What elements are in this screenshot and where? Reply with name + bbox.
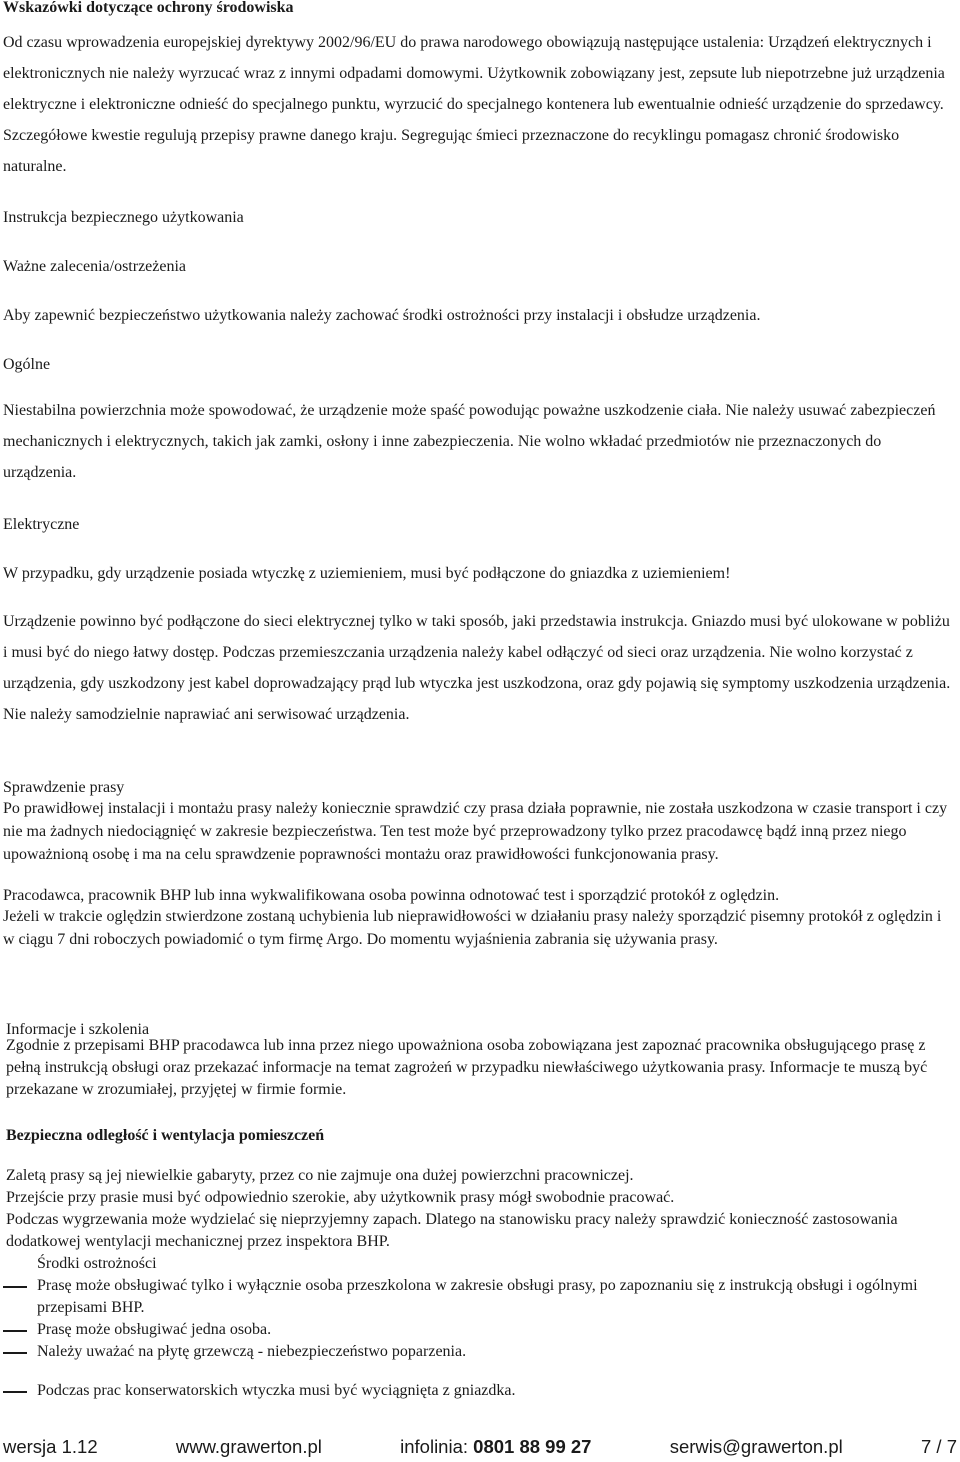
footer-hotline-label: infolinia:	[400, 1436, 469, 1457]
dash-bullet-icon	[3, 1391, 27, 1393]
dash-bullet-icon	[3, 1352, 27, 1354]
list-item: Prasę może obsługiwać jedna osoba.	[0, 1319, 954, 1341]
footer-hotline-number: 0801 88 99 27	[473, 1436, 592, 1457]
precautions-title: Środki ostrożności	[37, 1255, 157, 1272]
distance-paragraph-2: Przejście przy prasie musi być odpowiednio szerokie, aby użytkownik prasy mógł swobodnie pracować.	[6, 1189, 675, 1206]
environment-section-title: Wskazówki dotyczące ochrony środowiska	[3, 0, 294, 16]
safe-use-title: Instrukcja bezpiecznego użytkowania	[3, 209, 244, 226]
info-body: Zgodnie z przepisami BHP pracodawca lub inna przez niego upoważniona osoba zobowiązana jest zapoznać pracownika obsługującego prasę z pełną instrukcją obsługi oraz przekazać informacje na temat zagrożeń w przypadku niewłaściwego użytkowania prasy. Informacje te muszą być przekazane w zrozumiałej, przyjętej w firmie formie.	[6, 1037, 928, 1098]
info-title: Informacje i szkolenia	[6, 1021, 150, 1038]
footer-page-number: 7 / 7	[920, 1436, 957, 1457]
warnings-body: Aby zapewnić bezpieczeństwo użytkowania należy zachować środki ostrożności przy instalacji i obsłudze urządzenia.	[3, 307, 761, 324]
list-item: Należy uważać na płytę grzewczą - niebezpieczeństwo poparzenia.	[0, 1341, 954, 1363]
dash-bullet-icon	[3, 1330, 27, 1332]
press-check-paragraph-3: Jeżeli w trakcie oględzin stwierdzone zostaną uchybienia lub nieprawidłowości w działaniu prasy należy sporządzić pisemny protokół z oględzin i w ciągu 7 dni roboczych powiadomić o tym firmę Argo. Do momentu wyjaśnienia zabrania się używania prasy.	[3, 908, 942, 948]
electrical-title: Elektryczne	[3, 516, 80, 533]
general-body: Niestabilna powierzchnia może spowodować, że urządzenie może spaść powodując poważne uszkodzenie ciała. Nie należy usuwać zabezpieczeń mechanicznych i elektrycznych, takich jak zamki, osłony i inne zabezpieczenia. Nie wolno wkładać przedmiotów nie przeznaczonych do urządzenia.	[3, 402, 936, 481]
list-item: Prasę może obsługiwać tylko i wyłącznie osoba przeszkolona w zakresie obsługi prasy, po zapoznaniu się z instrukcją obsługi i ogólnymi przepisami BHP.	[0, 1275, 954, 1319]
distance-title: Bezpieczna odległość i wentylacja pomieszczeń	[6, 1127, 325, 1144]
electrical-body-1: W przypadku, gdy urządzenie posiada wtyczkę z uziemieniem, musi być podłączone do gniazdka z uziemieniem!	[3, 565, 731, 582]
dash-bullet-icon	[3, 1286, 27, 1288]
footer-hotline	[400, 1435, 591, 1459]
footer-website: www.grawerton.pl	[175, 1436, 322, 1457]
press-check-paragraph-2: Pracodawca, pracownik BHP lub inna wykwalifikowana osoba powinna odnotować test i sporządzić protokół z oględzin.	[3, 887, 780, 904]
page-footer	[3, 1435, 957, 1459]
environment-section-body: Od czasu wprowadzenia europejskiej dyrektywy 2002/96/EU do prawa narodowego obowiązują następujące ustalenia: Urządzeń elektrycznych i elektronicznych nie należy wyrzucać wraz z innymi odpadami domowymi. Użytkownik zobowiązany jest, zepsute lub niepotrzebne już urządzenia elektryczne i elektroniczne odnieść do specjalnego punktu, wyrzucić do specjalnego kontenera lub ewentualnie odnieść urządzenie do sprzedawcy. Szczegółowe kwestie regulują przepisy prawne danego kraju. Segregując śmieci przeznaczone do recyklingu pomagasz chronić środowisko naturalne.	[3, 34, 945, 175]
distance-paragraph-3: Podczas wygrzewania może wydzielać się nieprzyjemny zapach. Dlatego na stanowisku pracy należy sprawdzić konieczność zastosowania dodatkowej wentylacji mechanicznej przez inspektora BHP.	[6, 1211, 898, 1250]
footer-version: wersja 1.12	[3, 1436, 98, 1457]
distance-paragraph-1: Zaletą prasy są jej niewielkie gabaryty, przez co nie zajmuje ona dużej powierzchni pracowniczej.	[6, 1167, 634, 1184]
precautions-list	[0, 1275, 954, 1402]
electrical-body-2: Urządzenie powinno być podłączone do sieci elektrycznej tylko w taki sposób, jaki przedstawia instrukcja. Gniazdo musi być ulokowane w pobliżu i musi być do niego łatwy dostęp. Podczas przemieszczania urządzenia należy kabel odłączyć od sieci oraz urządzenia. Nie wolno korzystać z urządzenia, gdy uszkodzony jest kabel doprowadzający prąd lub wtyczka jest uszkodzona, oraz gdy pojawią się symptomy uszkodzenia urządzenia. Nie należy samodzielnie naprawiać ani serwisować urządzenia.	[3, 613, 951, 723]
warnings-title: Ważne zalecenia/ostrzeżenia	[3, 258, 187, 275]
press-check-title: Sprawdzenie prasy	[3, 779, 125, 796]
list-item: Podczas prac konserwatorskich wtyczka musi być wyciągnięta z gniazdka.	[0, 1380, 954, 1402]
press-check-paragraph-1: Po prawidłowej instalacji i montażu prasy należy koniecznie sprawdzić czy prasa działa poprawnie, nie została uszkodzona w czasie transport i czy nie ma żadnych niedociągnięć w zakresie bezpieczeństwa. Ten test może być przeprowadzony tylko przez pracodawcę bądź inną przez niego upoważnioną osobę i ma na celu sprawdzenie poprawności montażu oraz prawidłowości funkcjonowania prasy.	[3, 800, 948, 863]
general-title: Ogólne	[3, 356, 51, 373]
footer-email: serwis@grawerton.pl	[669, 1436, 843, 1457]
